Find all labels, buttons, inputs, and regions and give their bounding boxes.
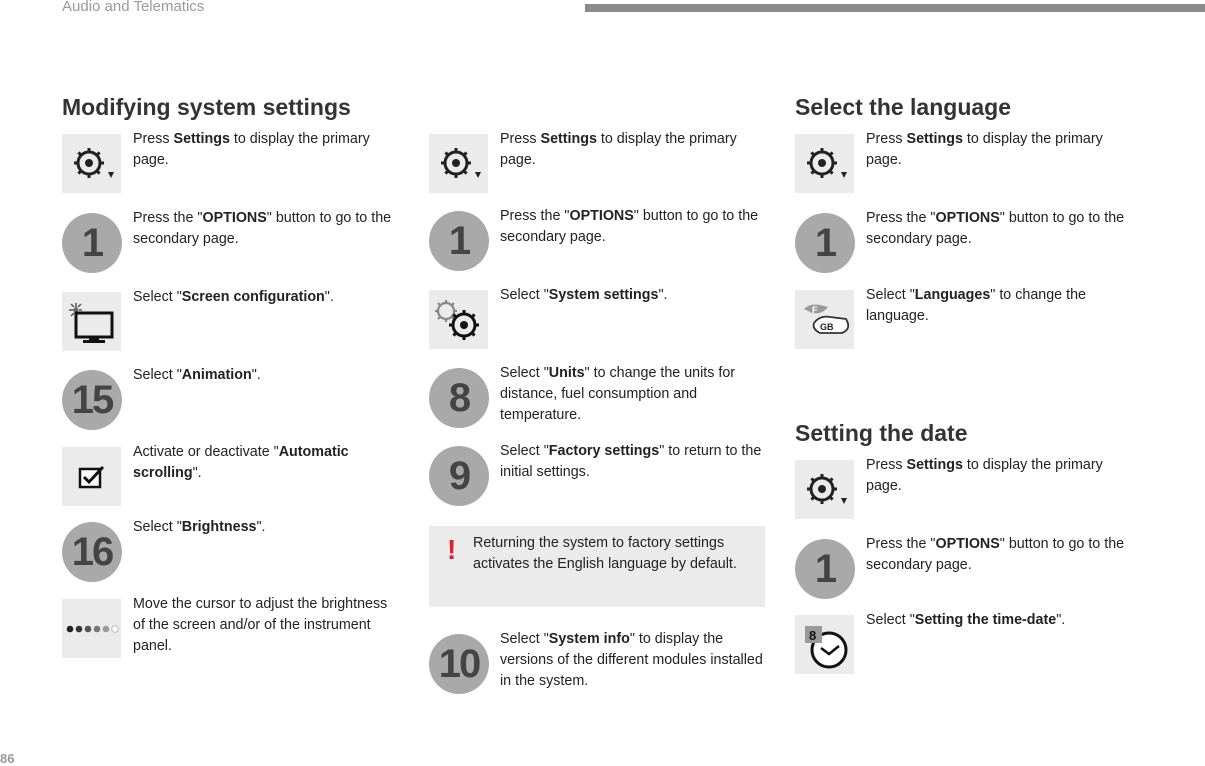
modifying-step-brightness: 16 Select "Brightness". <box>62 522 402 584</box>
clock-date-icon[interactable] <box>795 615 854 674</box>
settings-gear-icon[interactable] <box>62 134 121 193</box>
settings-gear-icon[interactable] <box>429 134 488 193</box>
date-badge: 8 <box>808 627 816 643</box>
system-step-info: 10 Select "System info" to display the versions of the different modules installed in the system. <box>429 634 769 696</box>
step-number: 10 <box>429 634 489 694</box>
step-number: 1 <box>795 539 855 599</box>
system-step-factory: 9 Select "Factory settings" to return to the initial settings. <box>429 446 769 508</box>
modifying-step-auto-scroll: Activate or deactivate "Automatic scrolling". <box>62 447 402 509</box>
options-label: OPTIONS <box>935 210 1000 226</box>
language-step-languages: F GB Select "Languages" to change the language. <box>795 290 1135 352</box>
warning-text: Returning the system to factory settings activates the English language by default. <box>473 535 737 572</box>
settings-label: Settings <box>173 131 230 147</box>
auto-scroll-label: Automatic scrolling <box>133 444 349 481</box>
step-number: 15 <box>62 370 122 430</box>
system-settings-icon[interactable] <box>429 290 488 349</box>
system-step-units: 8 Select "Units" to change the units for distance, fuel consumption and temperature. <box>429 368 769 430</box>
settings-gear-icon[interactable] <box>795 134 854 193</box>
time-date-label: Setting the time-date <box>914 612 1057 628</box>
screen-config-label: Screen configuration <box>181 289 325 305</box>
language-flags-icon[interactable] <box>795 290 854 349</box>
modifying-step-screen-config: Select "Screen configuration". <box>62 292 402 354</box>
step-number: 1 <box>795 213 855 273</box>
animation-label: Animation <box>181 367 252 383</box>
step-number: 8 <box>429 368 489 428</box>
date-step-options: 1 Press the "OPTIONS" button to go to the secondary page. <box>795 539 1135 601</box>
modifying-title: Modifying system settings <box>62 94 351 120</box>
step-number: 1 <box>429 211 489 271</box>
options-label: OPTIONS <box>202 210 267 226</box>
factory-reset-warning <box>429 526 765 607</box>
page-number: 86 <box>0 751 15 766</box>
language-step-settings: Press Settings to display the primary page. <box>795 134 1135 196</box>
settings-label: Settings <box>906 131 963 147</box>
settings-gear-icon[interactable] <box>795 460 854 519</box>
modifying-step-options: 1 Press the "OPTIONS" button to go to the secondary page. <box>62 213 402 275</box>
factory-settings-label: Factory settings <box>548 443 660 459</box>
settings-label: Settings <box>906 457 963 473</box>
adjust-brightness-text: Move the cursor to adjust the brightness of the screen and/or of the instrument panel. <box>133 596 388 654</box>
options-label: OPTIONS <box>935 536 1000 552</box>
options-label: OPTIONS <box>569 208 634 224</box>
units-label: Units <box>548 365 585 381</box>
system-step-system-settings: Select "System settings". <box>429 290 769 352</box>
checkbox-icon[interactable] <box>62 447 121 506</box>
header-title: Audio and Telematics <box>62 0 205 15</box>
date-step-settings: Press Settings to display the primary page. <box>795 460 1135 522</box>
languages-label: Languages <box>914 287 991 303</box>
modifying-step-adjust-brightness <box>62 596 402 661</box>
brightness-dots-icon[interactable] <box>62 599 121 658</box>
step-number: 9 <box>429 446 489 506</box>
step-number: 16 <box>62 522 122 582</box>
system-step-settings: Press Settings to display the primary page. <box>429 134 769 196</box>
brightness-label: Brightness <box>181 519 257 535</box>
screen-config-icon[interactable] <box>62 292 121 351</box>
modifying-step-settings: Press Settings to display the primary page. <box>62 134 402 196</box>
warning-icon: ! <box>447 534 457 565</box>
system-step-options: 1 Press the "OPTIONS" button to go to the secondary page. <box>429 211 769 273</box>
modifying-step-animation: 15 Select "Animation". <box>62 370 402 432</box>
header-bar <box>585 4 1205 12</box>
system-info-label: System info <box>548 631 630 647</box>
date-title: Setting the date <box>795 420 968 446</box>
step-number: 1 <box>62 213 122 273</box>
language-step-options: 1 Press the "OPTIONS" button to go to the secondary page. <box>795 213 1135 275</box>
settings-label: Settings <box>540 131 597 147</box>
flag-label-gb: GB <box>819 321 833 332</box>
date-step-time-date: 8 Select "Setting the time-date". <box>795 615 1135 677</box>
language-title: Select the language <box>795 94 1012 120</box>
flag-label-f: F <box>811 304 817 315</box>
system-settings-label: System settings <box>548 287 659 303</box>
